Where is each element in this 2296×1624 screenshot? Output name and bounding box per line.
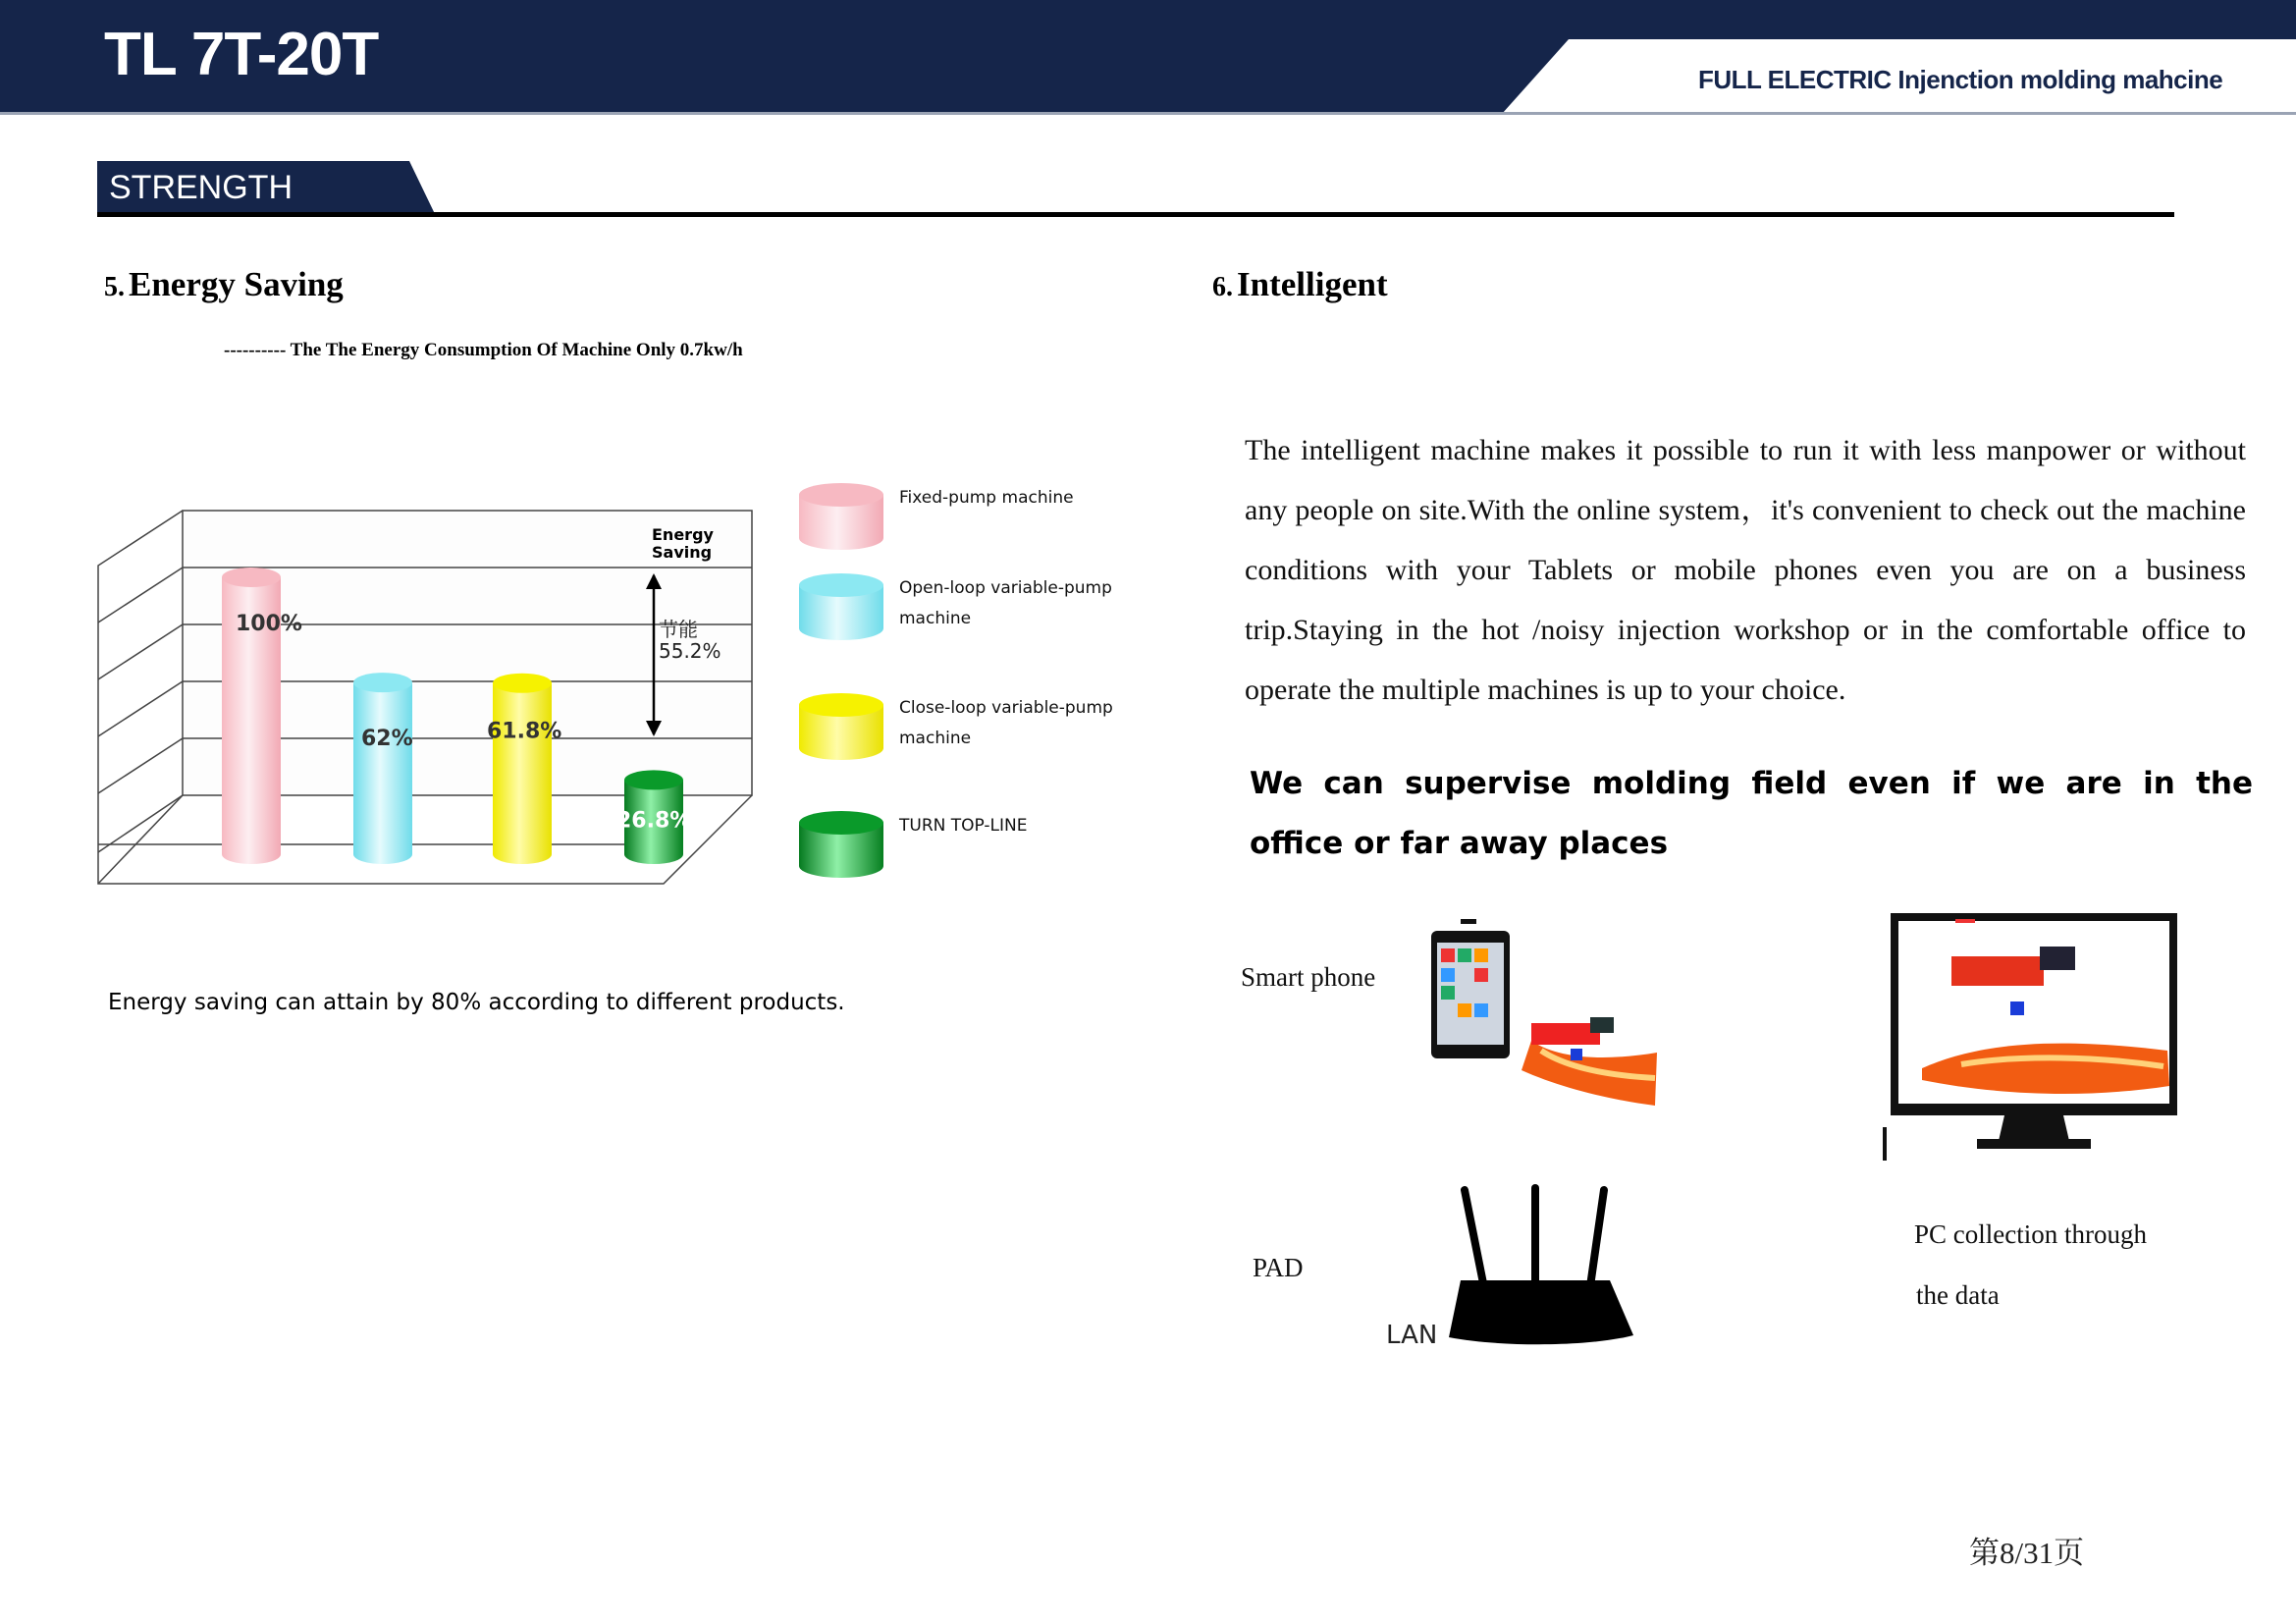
heading-text: Intelligent	[1237, 265, 1388, 303]
chart-legend	[791, 471, 1203, 884]
router-icon	[1465, 1188, 1604, 1288]
intelligent-body-text: The intelligent machine makes it possible to run it with less manpower or without any people on site.With the online system，it's convenient to check out the machine conditions with your Tablets or mobile phones even you are on a business trip.Staying in the hot /noisy injection workshop or in the comfortable office to operate the multiple machines is up to your choice.	[1245, 434, 2246, 706]
legend-swatch	[799, 483, 883, 550]
document-title: TL 7T-20T	[104, 21, 379, 88]
bar-2	[353, 673, 413, 864]
bar-top	[353, 673, 412, 692]
page-number: 第8/31页	[1969, 1536, 2085, 1570]
heading-number: 5.	[104, 272, 125, 302]
bar-value-label: 100%	[236, 612, 302, 636]
annotation-line3: 节能	[659, 618, 698, 641]
legend-label: Open-loop variable-pump	[899, 578, 1112, 598]
intelligent-heading	[1212, 265, 1388, 304]
legend-swatch	[799, 811, 883, 878]
legend-label: TURN TOP-LINE	[899, 816, 1028, 836]
bar-value-label: 61.8%	[487, 719, 562, 744]
bar-value-label: 62%	[361, 727, 413, 752]
router-illustration	[1382, 1178, 1637, 1355]
legend-swatch	[799, 573, 883, 640]
energy-subheading: ---------- The The Energy Consumption Of Machine Only 0.7kw/h	[224, 340, 743, 360]
document-subtitle: FULL ELECTRIC Injenction molding mahcine	[1698, 65, 2223, 94]
annotation-line4: 55.2%	[659, 639, 721, 663]
pc-caption-line1: PC collection through	[1914, 1219, 2147, 1249]
annotation-line1: Energy	[652, 525, 714, 544]
bar-top	[222, 568, 281, 587]
annotation-line2: Saving	[652, 543, 713, 562]
legend-item	[799, 693, 1113, 760]
bar-top	[493, 674, 552, 693]
legend-label-line2: machine	[899, 609, 972, 628]
smartphone-caption: Smart phone	[1241, 962, 1376, 992]
legend-item	[799, 573, 1112, 640]
energy-saving-heading	[104, 265, 344, 304]
legend-item	[799, 811, 1027, 878]
energy-note: Energy saving can attain by 80% according to different products.	[108, 990, 845, 1015]
heading-number: 6.	[1212, 272, 1233, 302]
pc-caption-line2: the data	[1916, 1280, 2000, 1310]
header-divider	[0, 112, 2296, 115]
energy-chart	[84, 479, 772, 892]
heading-text: Energy Saving	[129, 265, 344, 303]
monitor-illustration	[1883, 911, 2183, 1168]
pad-caption: PAD	[1253, 1253, 1304, 1282]
bar-value-label: 26.8%	[616, 808, 692, 834]
section-title: STRENGTH	[109, 169, 293, 206]
legend-label: Close-loop variable-pump	[899, 698, 1113, 718]
smartphone-illustration	[1423, 913, 1669, 1114]
bar-4	[616, 770, 691, 864]
legend-item	[799, 483, 1074, 550]
legend-swatch	[799, 693, 883, 760]
router-label: LAN	[1386, 1321, 1438, 1350]
bar-top	[624, 770, 683, 789]
supervise-statement: We can supervise molding field even if we are in the office or far away places	[1250, 766, 2253, 861]
bar-3	[487, 674, 561, 864]
legend-label: Fixed-pump machine	[899, 488, 1074, 508]
section-rule	[97, 212, 2174, 217]
legend-label-line2: machine	[899, 729, 972, 748]
